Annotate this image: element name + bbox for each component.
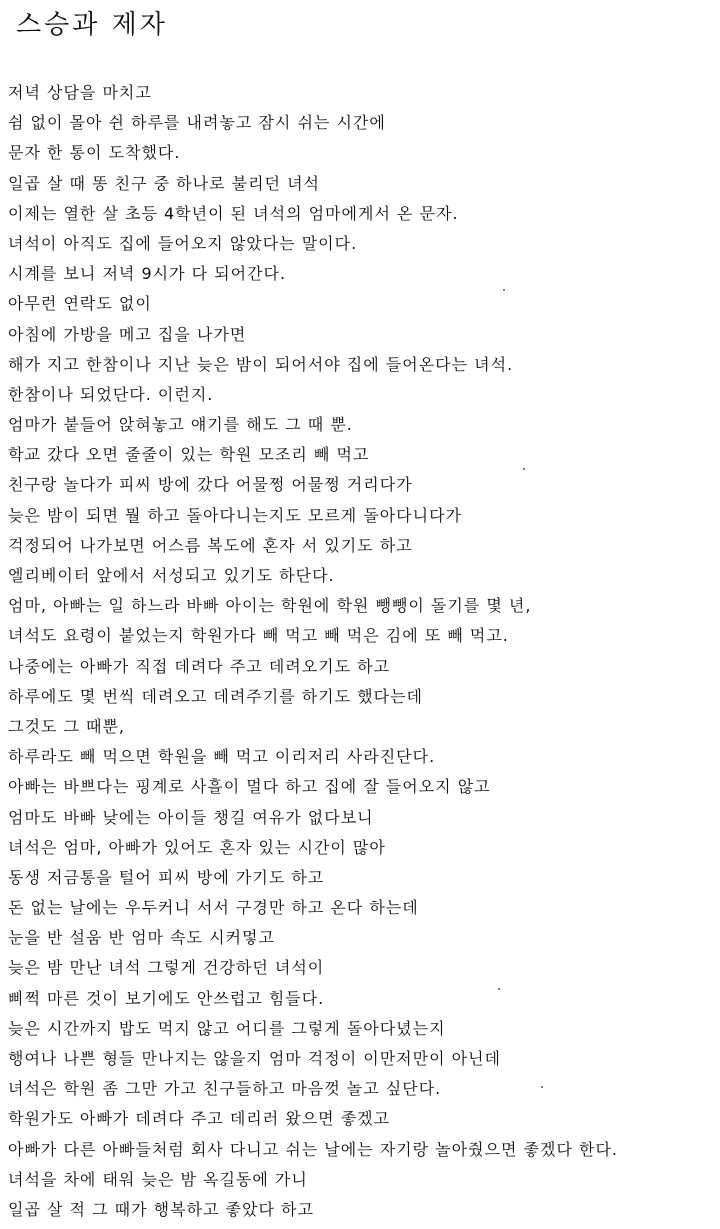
text-line: 저녁 상담을 마치고 bbox=[8, 83, 152, 102]
text-line: 학교 갔다 오면 줄줄이 있는 학원 모조리 빼 먹고 bbox=[8, 445, 370, 465]
text-line: 학원가도 아빠가 데려다 주고 데리러 왔으면 좋겠고 bbox=[8, 1109, 391, 1129]
text-line: 쉼 없이 몰아 쉰 하루를 내려놓고 잠시 쉬는 시간에 bbox=[8, 113, 386, 133]
text-line: 엘리베이터 앞에서 서성되고 있기도 하단다. bbox=[8, 566, 335, 585]
text-line: 해가 지고 한참이나 지난 늦은 밤이 되어서야 집에 들어온다는 녀석. bbox=[8, 354, 514, 374]
text-line: 녀석이 아직도 집에 들어오지 않았다는 말이다. bbox=[8, 233, 358, 253]
text-line: 녀석은 학원 좀 그만 가고 친구들하고 마음껏 놀고 싶단다. bbox=[8, 1079, 442, 1099]
text-line: 시계를 보니 저녁 9시가 다 되어간다. bbox=[8, 264, 287, 284]
text-line: 녀석도 요령이 붙었는지 학원가다 빼 먹고 빼 먹은 김에 또 빼 먹고. bbox=[8, 626, 509, 646]
text-line: 눈을 반 설움 반 엄마 속도 시커멓고 bbox=[8, 928, 275, 948]
text-line: 일곱 살 때 똥 친구 중 하나로 불리던 녀석 bbox=[8, 173, 320, 193]
text-line: 동생 저금통을 털어 피씨 방에 가기도 하고 bbox=[8, 867, 325, 887]
text-line: 늦은 밤이 되면 뭘 하고 돌아다니는지도 모르게 돌아다니다가 bbox=[8, 505, 463, 525]
text-line: 녀석은 엄마, 아빠가 있어도 혼자 있는 시간이 많아 bbox=[8, 837, 386, 857]
text-line: 하루라도 빼 먹으면 학원을 빼 먹고 이리저리 사라진단다. bbox=[8, 747, 436, 767]
text-line: 아무런 연락도 없이 bbox=[8, 294, 152, 314]
text-line: 엄마, 아빠는 일 하느라 바빠 아이는 학원에 학원 뺑뺑이 돌기를 몇 년, bbox=[8, 596, 532, 616]
text-line: 아침에 가방을 메고 집을 나가면 bbox=[8, 324, 247, 344]
text-line: 엄마도 바빠 낮에는 아이들 챙길 여유가 없다보니 bbox=[8, 807, 374, 827]
text-line: 녀석을 차에 태워 늦은 밤 옥길동에 가니 bbox=[8, 1169, 308, 1189]
scan-speck bbox=[541, 1086, 543, 1088]
scan-speck bbox=[523, 468, 525, 470]
text-line: 하루에도 몇 번씩 데려오고 데려주기를 하기도 했다는데 bbox=[8, 686, 424, 706]
text-line: 돈 없는 날에는 우두커니 서서 구경만 하고 온다 하는데 bbox=[8, 898, 419, 918]
text-line: 늦은 밤 만난 녀석 그렇게 건강하던 녀석이 bbox=[8, 958, 325, 978]
text-line: 그것도 그 때뿐, bbox=[8, 716, 125, 736]
text-line: 행여나 나쁜 형들 만나지는 않을지 엄마 걱정이 이만저만이 아닌데 bbox=[8, 1049, 502, 1068]
document-title: 스승과 제자 bbox=[16, 10, 168, 40]
text-line: 이제는 열한 살 초등 4학년이 된 녀석의 엄마에게서 온 문자. bbox=[8, 203, 459, 223]
body-text bbox=[8, 78, 714, 1225]
text-line: 늦은 시간까지 밥도 먹지 않고 어디를 그렇게 돌아다녔는지 bbox=[8, 1018, 446, 1038]
text-line: 나중에는 아빠가 직접 데려다 주고 데려오기도 하고 bbox=[8, 656, 391, 676]
text-line: 엄마가 붙들어 앉혀놓고 얘기를 해도 그 때 뿐. bbox=[8, 415, 353, 435]
scan-speck bbox=[503, 289, 505, 291]
text-line: 걱정되어 나가보면 어스름 복도에 혼자 서 있기도 하고 bbox=[8, 535, 413, 555]
text-line: 친구랑 놀다가 피씨 방에 갔다 어물쩡 어물쩡 거리다가 bbox=[8, 475, 413, 495]
text-line: 문자 한 통이 도착했다. bbox=[8, 143, 181, 163]
text-line: 한참이나 되었단다. 이런지. bbox=[8, 384, 214, 404]
text-line: 일곱 살 적 그 때가 행복하고 좋았다 하고 bbox=[8, 1199, 314, 1219]
text-line: 아빠가 다른 아빠들처럼 회사 다니고 쉬는 날에는 자기랑 놀아줬으면 좋겠다 한다. bbox=[8, 1139, 618, 1159]
text-line: 아빠는 바쁘다는 핑계로 사흘이 멀다 하고 집에 잘 들어오지 않고 bbox=[8, 777, 491, 797]
scan-speck bbox=[498, 988, 500, 990]
text-line: 삐쩍 마른 것이 보기에도 안쓰럽고 힘들다. bbox=[8, 988, 325, 1008]
